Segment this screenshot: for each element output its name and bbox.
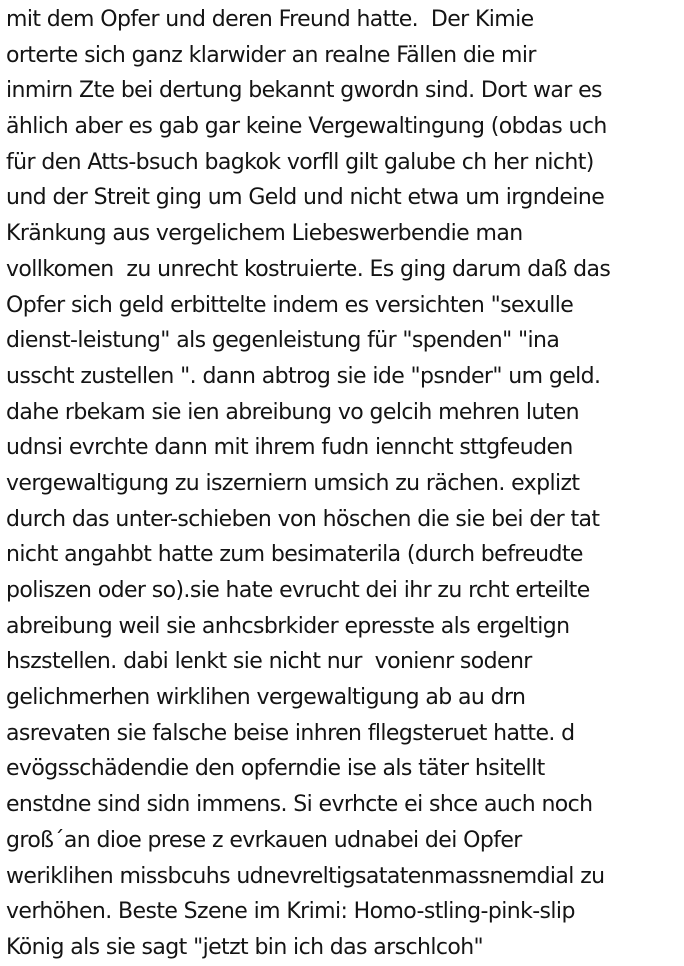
text-line: gelichmerhen wirklihen vergewaltigung ab au drn (6, 685, 526, 711)
text-line: weriklihen missbcuhs udnevreltigsatatenmassnemdial zu (6, 863, 605, 889)
text-line: mit dem Opfer und deren Freund hatte. Der Kimie (6, 7, 534, 32)
text-line: Opfer sich geld erbittelte indem es versichten "sexulle (6, 292, 574, 318)
text-line: abreibung weil sie anhcsbrkider epresste als ergeltign (6, 613, 570, 639)
text-line: verhöhen. Beste Szene im Krimi: Homo-stling-pink-slip (6, 899, 575, 925)
text-line: groß´an dioe prese z evrkauen udnabei dei Opfer (6, 827, 522, 853)
text-line: enstdne sind sidn immens. Si evrhcte ei shce auch noch (6, 792, 593, 818)
text-line: ählich aber es gab gar keine Vergewaltingung (obdas uch (6, 114, 607, 140)
text-line: durch das unter-schieben von höschen die sie bei der tat (6, 506, 600, 532)
text-line: vollkomen zu unrecht kostruierte. Es ging darum daß das (6, 256, 611, 282)
text-line: orterte sich ganz klarwider an realne Fällen die mir (6, 42, 536, 68)
text-line: inmirn Zte bei dertung bekannt gwordn sind. Dort war es (6, 78, 602, 104)
text-line: dahe rbekam sie ien abreibung vo gelcih mehren luten (6, 399, 580, 425)
text-line: und der Streit ging um Geld und nicht etwa um irgndeine (6, 185, 605, 211)
text-line: nicht angahbt hatte zum besimaterila (durch befreudte (6, 542, 583, 568)
text-line: asrevaten sie falsche beise inhren fllegsteruet hatte. d (6, 720, 575, 746)
body-text (6, 2, 682, 966)
text-line: evögsschädendie den opferndie ise als täter hsitellt (6, 756, 545, 782)
text-line: poliszen oder so).sie hate evrucht dei ihr zu rcht erteilte (6, 578, 590, 603)
text-line: udnsi evrchte dann mit ihrem fudn ienncht sttgfeuden (6, 435, 573, 461)
text-line: usscht zustellen ". dann abtrog sie ide "psnder" um geld. (6, 363, 601, 389)
text-line: für den Atts-bsuch bagkok vorfll gilt galube ch her nicht) (6, 149, 594, 175)
text-line: hszstellen. dabi lenkt sie nicht nur vonienr sodenr (6, 649, 532, 675)
text-line: dienst-leistung" als gegenleistung für "spenden" "ina (6, 328, 560, 354)
text-line: König als sie sagt "jetzt bin ich das arschlcoh" (6, 934, 484, 960)
text-line: Kränkung aus vergelichem Liebeswerbendie man (6, 221, 523, 247)
text-line: vergewaltigung zu iszerniern umsich zu rächen. explizt (6, 470, 580, 496)
